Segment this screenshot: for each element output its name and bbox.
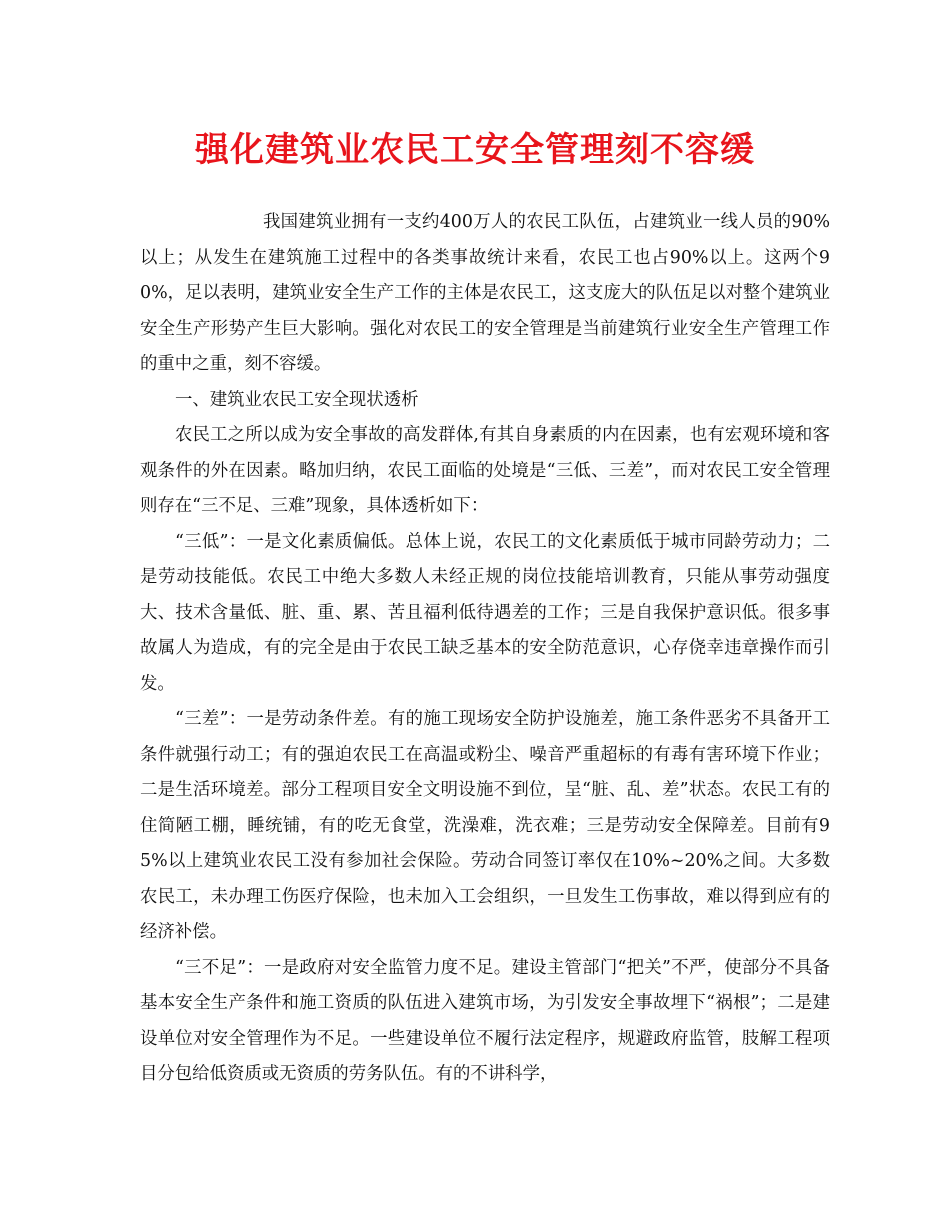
section-heading: 一、建筑业农民工安全现状透析 [175,389,419,410]
paragraph-intro: 我国建筑业拥有一支约400万人的农民工队伍，占建筑业一线人员的90%以上；从发生在建筑施工过程中的各类事故统计来看，农民工也占90%以上。这两个90%，足以表明，建筑业安全生产工作的主体是农民工，这支庞大的队伍足以对整个建筑业安全生产形势产生巨大影响。强化对农民工的安全管理是当前建筑行业安全生产管理工作的重中之重，刻不容缓。 [140,212,830,374]
document-body [140,205,830,1093]
paragraph-causes: 农民工之所以成为安全事故的高发群体,有其自身素质的内在因素，也有宏观环境和客观条件的外在因素。略加归纳，农民工面临的处境是“三低、三差”，而对农民工安全管理则存在“三不足、三难”现象，具体透析如下： [140,425,830,516]
paragraph-three-lows: “三低”：一是文化素质偏低。总体上说，农民工的文化素质低于城市同龄劳动力；二是劳动技能低。农民工中绝大多数人未经正规的岗位技能培训教育，只能从事劳动强度大、技术含量低、脏、重、累、苦且福利低待遇差的工作；三是自我保护意识低。很多事故属人为造成，有的完全是由于农民工缺乏基本的安全防范意识，心存侥幸违章操作而引发。 [140,531,830,694]
document-title: 强化建筑业农民工安全管理刻不容缓 [195,130,755,170]
paragraph-three-insufficiencies: “三不足”：一是政府对安全监管力度不足。建设主管部门“把关”不严，使部分不具备基本安全生产条件和施工资质的队伍进入建筑市场，为引发安全事故埋下“祸根”；二是建设单位对安全管理作为不足。一些建设单位不履行法定程序，规避政府监管，肢解工程项目分包给低资质或无资质的劳务队伍。有的不讲科学， [140,957,830,1084]
paragraph-three-poors: “三差”：一是劳动条件差。有的施工现场安全防护设施差，施工条件恶劣不具备开工条件就强行动工；有的强迫农民工在高温或粉尘、噪音严重超标的有毒有害环境下作业；二是生活环境差。部分工程项目安全文明设施不到位，呈“脏、乱、差”状态。农民工有的住简陋工棚，睡统铺，有的吃无食堂，洗澡难，洗衣难；三是劳动安全保障差。目前有95%以上建筑业农民工没有参加社会保险。劳动合同签订率仅在10%~20%之间。大多数农民工，未办理工伤医疗保险，也未加入工会组织，一旦发生工伤事故，难以得到应有的经济补偿。 [140,709,830,942]
